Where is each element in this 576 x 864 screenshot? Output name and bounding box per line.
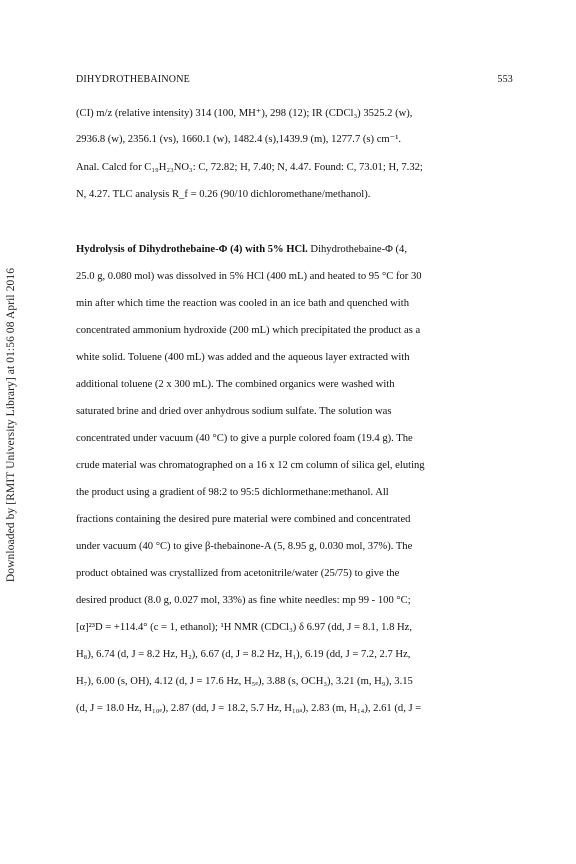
text-line: the product using a gradient of 98:2 to 95:5 dichlormethane:methanol. All (76, 487, 389, 498)
nmr-line: H₈), 6.74 (d, J = 8.2 Hz, H₂), 6.67 (d, J = 8.2 Hz, H₁), 6.19 (dd, J = 7.2, 2.7 Hz, (76, 649, 411, 660)
text-line: product obtained was crystallized from acetonitrile/water (25/75) to give the (76, 568, 400, 579)
text-line: Anal. Calcd for C₁₉H₂₃NO₃: C, 72.82; H, 7.40; N, 4.47. Found: C, 73.01; H, 7.32; (76, 162, 423, 173)
text-line: min after which time the reaction was cooled in an ice bath and quenched with (76, 298, 409, 309)
text-line: crude material was chromatographed on a 16 x 12 cm column of silica gel, eluting (76, 460, 425, 471)
paragraph-heading-line (76, 243, 407, 256)
nmr-line: H₇), 6.00 (s, OH), 4.12 (d, J = 17.6 Hz, H₅ₑ), 3.88 (s, OCH₃), 3.21 (m, H₉), 3.15 (76, 676, 413, 687)
download-note-text: Downloaded by [RMIT University Library] at 01:56 08 April 2016 (5, 267, 17, 583)
section-heading: Hydrolysis of Dihydrothebaine-Φ (4) with 5% HCl. (76, 244, 308, 255)
text-line: under vacuum (40 °C) to give β-thebainone-A (5, 8.95 g, 0.030 mol, 37%). The (76, 541, 413, 552)
nmr-line: (d, J = 18.0 Hz, H₁₀ₑ), 2.87 (dd, J = 18.2, 5.7 Hz, H₁₀ₐ), 2.83 (m, H₁₄), 2.61 (d, J = (76, 703, 422, 714)
text-line: saturated brine and dried over anhydrous sodium sulfate. The solution was (76, 406, 392, 417)
text-line: 25.0 g, 0.080 mol) was dissolved in 5% HCl (400 mL) and heated to 95 °C for 30 (76, 271, 422, 282)
text-line: concentrated under vacuum (40 °C) to give a purple colored foam (19.4 g). The (76, 433, 413, 444)
text-line: fractions containing the desired pure material were combined and concentrated (76, 514, 411, 525)
text-line: concentrated ammonium hydroxide (200 mL) which precipitated the product as a (76, 325, 421, 336)
text-line: N, 4.27. TLC analysis R_f = 0.26 (90/10 dichloromethane/methanol). (76, 189, 371, 200)
running-title: DIHYDROTHEBAINONE (76, 74, 190, 85)
running-header (76, 74, 513, 85)
nmr-line: [α]²³D = +114.4° (c = 1, ethanol); ¹H NMR (CDCl₃) δ 6.97 (dd, J = 8.1, 1.8 Hz, (76, 622, 413, 633)
download-watermark (4, 240, 18, 610)
text-line: 2936.8 (w), 2356.1 (vs), 1660.1 (w), 1482.4 (s),1439.9 (m), 1277.7 (s) cm⁻¹. (76, 134, 402, 145)
text-line: additional toluene (2 x 300 mL). The combined organics were washed with (76, 379, 395, 390)
page-number: 553 (497, 74, 513, 85)
text-line: (CI) m/z (relative intensity) 314 (100, MH⁺), 298 (12); IR (CDCl₃) 3525.2 (w), (76, 108, 413, 119)
text-span: Dihydrothebaine-Φ (4, (307, 244, 407, 255)
text-line: white solid. Toluene (400 mL) was added and the aqueous layer extracted with (76, 352, 410, 363)
text-line: desired product (8.0 g, 0.027 mol, 33%) as fine white needles: mp 99 - 100 °C; (76, 595, 411, 606)
